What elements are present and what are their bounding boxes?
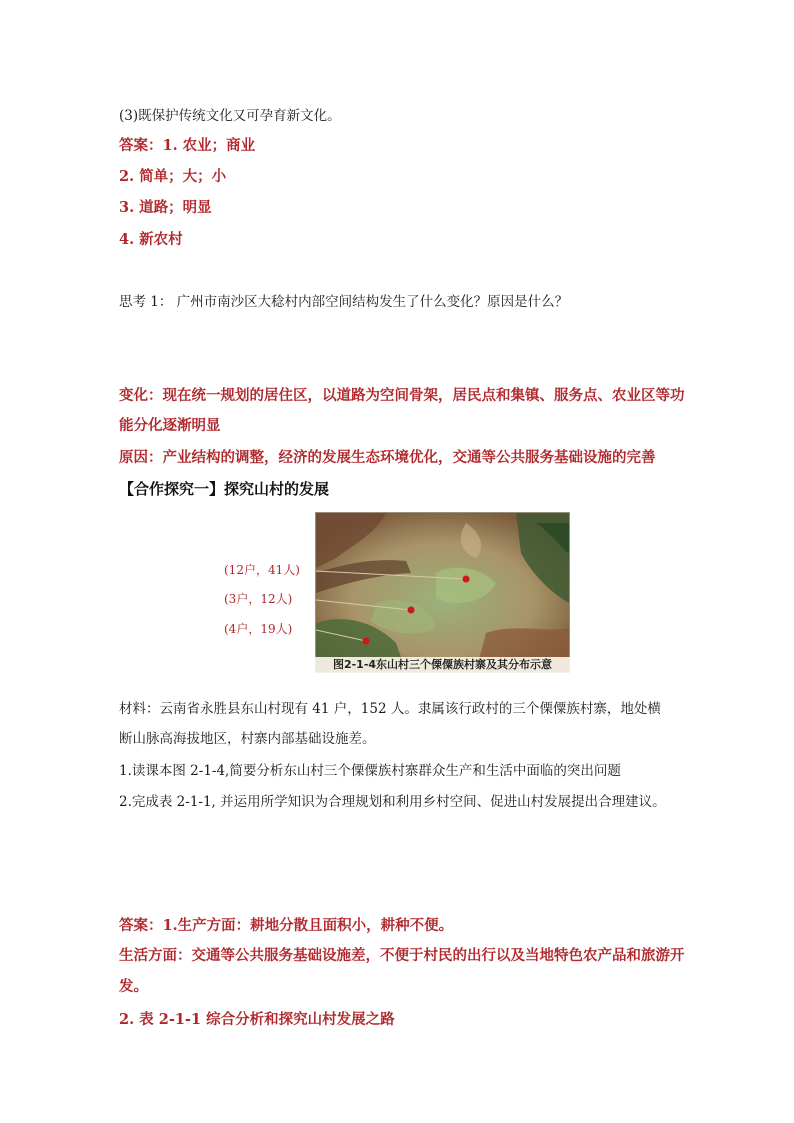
think-question: 思考 1： 广州市南沙区大稔村内部空间结构发生了什么变化？原因是什么？: [119, 294, 569, 310]
answer-line-1: 答案：1. 农业；商业: [119, 137, 256, 154]
question-1: 1.读课本图 2-1-4,简要分析东山村三个傈僳族村寨群众生产和生活中面临的突出问题: [119, 763, 621, 779]
change-line-2: 能分化逐渐明显: [119, 417, 221, 434]
answer-life-line-2: 发。: [119, 978, 148, 995]
satellite-map-image: [315, 512, 570, 672]
answer-life-line-1: 生活方面：交通等公共服务基础设施差，不便于村民的出行以及当地特色农产品和旅游开: [119, 947, 685, 964]
answer-production: 答案：1.生产方面：耕地分散且面积小，耕种不便。: [119, 917, 454, 934]
village-label-1: (12户，41人): [224, 563, 300, 577]
answer-line-2: 2. 简单；大；小: [119, 168, 227, 185]
reason-line: 原因：产业结构的调整，经济的发展生态环境优化，交通等公共服务基础设施的完善: [119, 449, 656, 466]
village-label-3: (4户，19人): [224, 622, 293, 636]
section-heading: 【合作探究一】探究山村的发展: [119, 480, 330, 498]
table-title: 2. 表 2-1-1 综合分析和探究山村发展之路: [119, 1011, 395, 1028]
answer-line-4: 4. 新农村: [119, 231, 183, 248]
material-line-2: 断山脉高海拔地区，村寨内部基础设施差。: [119, 731, 376, 747]
answer-line-3: 3. 道路；明显: [119, 199, 212, 216]
material-line-1: 材料：云南省永胜县东山村现有 41 户，152 人。隶属该行政村的三个傈僳族村寨，地处横: [119, 701, 661, 717]
change-line-1: 变化：现在统一规划的居住区，以道路为空间骨架，居民点和集镇、服务点、农业区等功: [119, 387, 685, 404]
intro-line: (3)既保护传统文化又可孕育新文化。: [119, 108, 341, 124]
village-map-figure: [224, 510, 570, 676]
question-2: 2.完成表 2-1-1, 并运用所学知识为合理规划和利用乡村空间、促进山村发展提出合理建议。: [119, 794, 666, 810]
village-label-2: (3户，12人): [224, 592, 293, 606]
figure-caption: 图2-1-4东山村三个傈僳族村寨及其分布示意: [315, 657, 570, 673]
